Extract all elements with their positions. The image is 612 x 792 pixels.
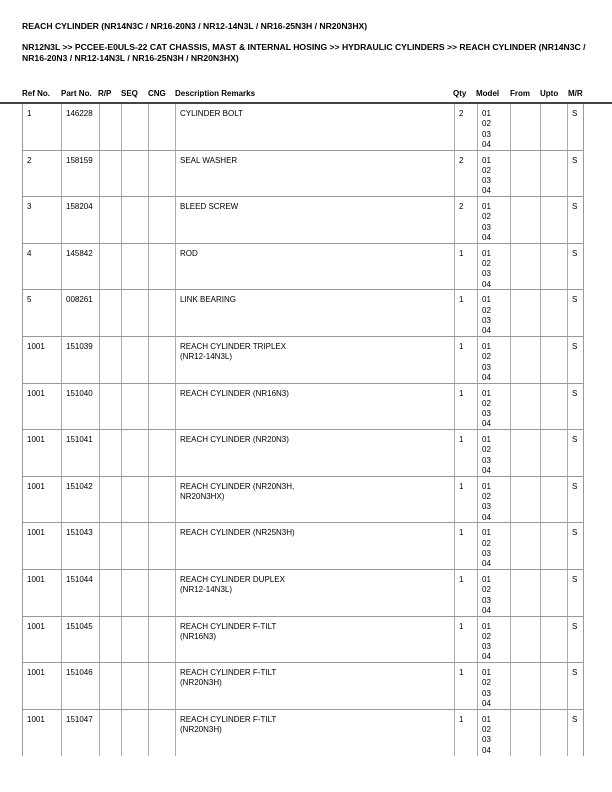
cell-from xyxy=(510,290,540,336)
cell-rp xyxy=(99,523,121,569)
cell-from xyxy=(510,523,540,569)
cell-cng xyxy=(148,430,175,476)
table-row xyxy=(22,663,584,710)
cell-cng xyxy=(148,290,175,336)
header-desc: Description Remarks xyxy=(175,89,256,98)
cell-cng xyxy=(148,617,175,663)
cell-seq xyxy=(121,523,148,569)
cell-upto xyxy=(540,710,567,757)
table-row xyxy=(22,384,584,431)
cell-qty: 1 xyxy=(454,244,477,290)
table-row xyxy=(22,151,584,198)
table-row xyxy=(22,197,584,244)
cell-seq xyxy=(121,290,148,336)
cell-part: 151041 xyxy=(61,430,99,476)
cell-upto xyxy=(540,244,567,290)
cell-ref: 1001 xyxy=(27,435,45,445)
table-row xyxy=(22,104,584,151)
cell-desc: REACH CYLINDER DUPLEX (NR12-14N3L) xyxy=(175,570,454,616)
table-row xyxy=(22,570,584,617)
cell-model: 01 02 03 04 xyxy=(477,570,510,616)
header-model: Model xyxy=(476,89,500,98)
cell-seq xyxy=(121,197,148,243)
cell-qty: 2 xyxy=(454,151,477,197)
table-row xyxy=(22,244,584,291)
cell-seq xyxy=(121,710,148,757)
cell-part: 158159 xyxy=(61,151,99,197)
cell-part: 151044 xyxy=(61,570,99,616)
cell-mr: S xyxy=(567,663,585,709)
cell-upto xyxy=(540,477,567,523)
cell-upto xyxy=(540,337,567,383)
cell-mr: S xyxy=(567,151,585,197)
cell-part: 145842 xyxy=(61,244,99,290)
cell-part: 158204 xyxy=(61,197,99,243)
cell-desc: LINK BEARING xyxy=(175,290,454,336)
header-ref: Ref No. xyxy=(22,89,50,98)
cell-part: 151047 xyxy=(61,710,99,757)
cell-ref: 1001 xyxy=(27,714,45,724)
cell-rp xyxy=(99,337,121,383)
cell-mr: S xyxy=(567,523,585,569)
cell-part: 151046 xyxy=(61,663,99,709)
cell-rp xyxy=(99,290,121,336)
cell-from xyxy=(510,384,540,430)
cell-rp xyxy=(99,710,121,757)
cell-model: 01 02 03 04 xyxy=(477,430,510,476)
cell-model: 01 02 03 04 xyxy=(477,477,510,523)
header-cng: CNG xyxy=(148,89,166,98)
cell-seq xyxy=(121,151,148,197)
cell-cng xyxy=(148,663,175,709)
cell-model: 01 02 03 04 xyxy=(477,290,510,336)
cell-rp xyxy=(99,477,121,523)
cell-upto xyxy=(540,663,567,709)
cell-mr: S xyxy=(567,337,585,383)
cell-qty: 1 xyxy=(454,290,477,336)
cell-qty: 1 xyxy=(454,477,477,523)
cell-seq xyxy=(121,570,148,616)
cell-part: 151040 xyxy=(61,384,99,430)
table-row xyxy=(22,523,584,570)
cell-upto xyxy=(540,197,567,243)
cell-upto xyxy=(540,617,567,663)
cell-upto xyxy=(540,523,567,569)
cell-cng xyxy=(148,570,175,616)
cell-cng xyxy=(148,197,175,243)
cell-mr: S xyxy=(567,197,585,243)
cell-cng xyxy=(148,523,175,569)
cell-model: 01 02 03 04 xyxy=(477,151,510,197)
cell-mr: S xyxy=(567,477,585,523)
cell-model: 01 02 03 04 xyxy=(477,710,510,757)
header-qty: Qty xyxy=(453,89,467,98)
cell-rp xyxy=(99,197,121,243)
cell-from xyxy=(510,244,540,290)
cell-from xyxy=(510,710,540,757)
cell-seq xyxy=(121,104,148,150)
header-part: Part No. xyxy=(61,89,92,98)
cell-ref: 1001 xyxy=(27,668,45,678)
cell-from xyxy=(510,151,540,197)
cell-model: 01 02 03 04 xyxy=(477,104,510,150)
cell-model: 01 02 03 04 xyxy=(477,337,510,383)
cell-seq xyxy=(121,663,148,709)
cell-ref: 1001 xyxy=(27,528,45,538)
cell-desc: REACH CYLINDER (NR20N3) xyxy=(175,430,454,476)
cell-upto xyxy=(540,290,567,336)
table-row xyxy=(22,290,584,337)
cell-ref: 1001 xyxy=(27,388,45,398)
cell-ref: 1 xyxy=(27,109,32,118)
cell-ref: 1001 xyxy=(27,341,45,351)
cell-cng xyxy=(148,477,175,523)
cell-cng xyxy=(148,151,175,197)
cell-upto xyxy=(540,151,567,197)
cell-seq xyxy=(121,244,148,290)
table-row xyxy=(22,617,584,664)
cell-rp xyxy=(99,617,121,663)
cell-ref: 1001 xyxy=(27,574,45,584)
cell-desc: REACH CYLINDER (NR20N3H, NR20N3HX) xyxy=(175,477,454,523)
cell-from xyxy=(510,617,540,663)
cell-ref: 2 xyxy=(27,155,32,165)
cell-ref: 1001 xyxy=(27,621,45,631)
cell-part: 151043 xyxy=(61,523,99,569)
table-row xyxy=(22,710,584,757)
cell-qty: 1 xyxy=(454,430,477,476)
cell-part: 151045 xyxy=(61,617,99,663)
cell-model: 01 02 03 04 xyxy=(477,244,510,290)
cell-cng xyxy=(148,104,175,150)
cell-qty: 1 xyxy=(454,617,477,663)
header-from: From xyxy=(510,89,530,98)
cell-desc: REACH CYLINDER (NR25N3H) xyxy=(175,523,454,569)
cell-upto xyxy=(540,384,567,430)
cell-desc: BLEED SCREW xyxy=(175,197,454,243)
cell-desc: REACH CYLINDER (NR16N3) xyxy=(175,384,454,430)
header-mr: M/R xyxy=(568,89,583,98)
cell-from xyxy=(510,477,540,523)
cell-seq xyxy=(121,477,148,523)
cell-mr: S xyxy=(567,710,585,757)
cell-model: 01 02 03 04 xyxy=(477,384,510,430)
cell-mr: S xyxy=(567,430,585,476)
cell-desc: REACH CYLINDER TRIPLEX (NR12-14N3L) xyxy=(175,337,454,383)
cell-model: 01 02 03 04 xyxy=(477,523,510,569)
cell-ref: 1001 xyxy=(27,481,45,491)
cell-from xyxy=(510,337,540,383)
cell-seq xyxy=(121,617,148,663)
page-title: REACH CYLINDER (NR14N3C / NR16-20N3 / NR12-14N3L / NR16-25N3H / NR20N3HX) xyxy=(22,21,368,31)
cell-model: 01 02 03 04 xyxy=(477,663,510,709)
cell-desc: CYLINDER BOLT xyxy=(175,104,454,150)
cell-rp xyxy=(99,384,121,430)
breadcrumb: NR12N3L >> PCCEE-E0ULS-22 CAT CHASSIS, MAST & INTERNAL HOSING >> HYDRAULIC CYLINDERS >> REACH CYLINDER (NR14N3C / NR16-20N3 / NR12-14N3L / NR16-25N3H / NR20N3HX) xyxy=(22,42,586,63)
cell-model: 01 02 03 04 xyxy=(477,617,510,663)
cell-cng xyxy=(148,337,175,383)
cell-rp xyxy=(99,663,121,709)
header-seq: SEQ xyxy=(121,89,138,98)
cell-from xyxy=(510,570,540,616)
header-upto: Upto xyxy=(540,89,559,98)
cell-desc: REACH CYLINDER F-TILT (NR20N3H) xyxy=(175,663,454,709)
table-row xyxy=(22,430,584,477)
cell-from xyxy=(510,104,540,150)
cell-part: 151042 xyxy=(61,477,99,523)
cell-ref: 3 xyxy=(27,202,32,212)
cell-upto xyxy=(540,570,567,616)
cell-rp xyxy=(99,430,121,476)
cell-seq xyxy=(121,430,148,476)
cell-desc: REACH CYLINDER F-TILT (NR20N3H) xyxy=(175,710,454,757)
cell-upto xyxy=(540,430,567,476)
cell-qty: 1 xyxy=(454,663,477,709)
cell-qty: 1 xyxy=(454,523,477,569)
cell-part: 146228 xyxy=(61,104,99,150)
cell-seq xyxy=(121,337,148,383)
cell-qty: 1 xyxy=(454,710,477,757)
cell-qty: 2 xyxy=(454,197,477,243)
table-row xyxy=(22,337,584,384)
cell-upto xyxy=(540,104,567,150)
cell-cng xyxy=(148,244,175,290)
cell-from xyxy=(510,663,540,709)
cell-mr: S xyxy=(567,617,585,663)
parts-table xyxy=(22,104,584,756)
header-rp: R/P xyxy=(98,89,112,98)
cell-desc: REACH CYLINDER F-TILT (NR16N3) xyxy=(175,617,454,663)
cell-cng xyxy=(148,710,175,757)
cell-mr: S xyxy=(567,244,585,290)
cell-part: 151039 xyxy=(61,337,99,383)
cell-qty: 1 xyxy=(454,384,477,430)
cell-rp xyxy=(99,151,121,197)
table-row xyxy=(22,477,584,524)
cell-desc: ROD xyxy=(175,244,454,290)
cell-qty: 2 xyxy=(454,104,477,150)
cell-ref: 4 xyxy=(27,248,32,258)
cell-rp xyxy=(99,570,121,616)
cell-mr: S xyxy=(567,104,585,150)
cell-cng xyxy=(148,384,175,430)
cell-mr: S xyxy=(567,290,585,336)
cell-rp xyxy=(99,244,121,290)
cell-qty: 1 xyxy=(454,570,477,616)
cell-part: 008261 xyxy=(61,290,99,336)
cell-rp xyxy=(99,104,121,150)
cell-from xyxy=(510,430,540,476)
cell-mr: S xyxy=(567,384,585,430)
cell-qty: 1 xyxy=(454,337,477,383)
cell-seq xyxy=(121,384,148,430)
cell-desc: SEAL WASHER xyxy=(175,151,454,197)
cell-from xyxy=(510,197,540,243)
cell-model: 01 02 03 04 xyxy=(477,197,510,243)
cell-mr: S xyxy=(567,570,585,616)
cell-ref: 5 xyxy=(27,295,32,305)
